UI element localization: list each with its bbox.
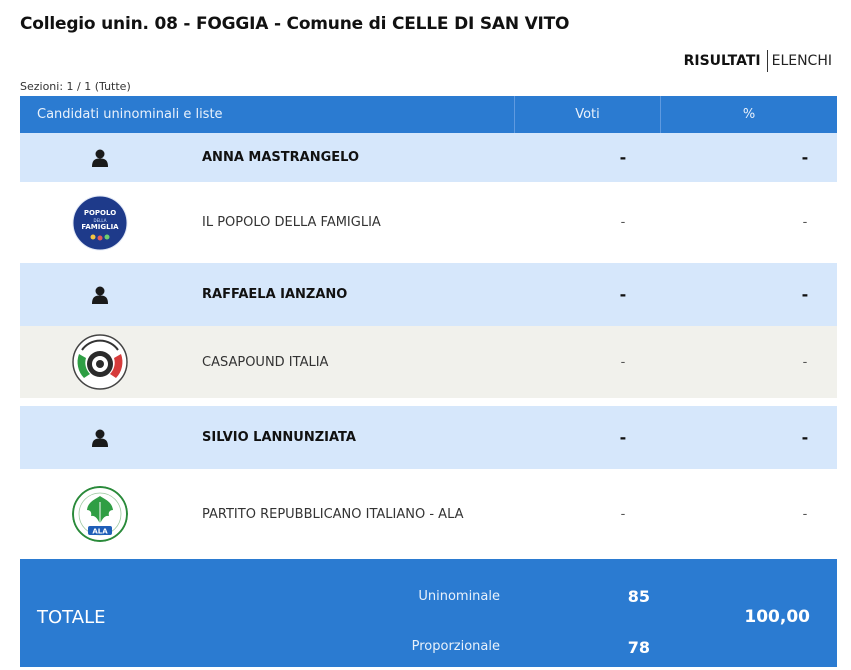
- person-icon: [65, 406, 135, 469]
- percent-value: -: [802, 215, 808, 230]
- table-row[interactable]: [20, 182, 837, 263]
- uninominale-value: 85: [627, 587, 650, 606]
- table-row[interactable]: [20, 326, 837, 398]
- percent-value: -: [801, 148, 809, 167]
- sezioni-info: Sezioni: 1 / 1 (Tutte): [20, 80, 131, 93]
- candidate-name: ANNA MASTRANGELO: [202, 150, 360, 165]
- votes-value: -: [620, 506, 626, 522]
- list-name: PARTITO REPUBBLICANO ITALIANO - ALA: [202, 506, 464, 522]
- tab-divider: [767, 50, 768, 72]
- tab-risultati[interactable]: RISULTATI: [683, 53, 761, 69]
- header-candidates: Candidati uninominali e liste: [37, 107, 223, 122]
- list-name: IL POPOLO DELLA FAMIGLIA: [202, 215, 381, 230]
- votes-value: -: [620, 354, 626, 370]
- page-title: Collegio unin. 08 - FOGGIA - Comune di CELLE DI SAN VITO: [20, 14, 570, 34]
- person-icon: [65, 263, 135, 326]
- table-row[interactable]: [20, 469, 837, 559]
- totals-footer: [20, 559, 837, 667]
- table-row[interactable]: [20, 133, 837, 182]
- view-tabs: [684, 50, 832, 72]
- table-row[interactable]: [20, 406, 837, 469]
- logo-text: FAMIGLIA: [81, 222, 119, 231]
- totale-label: TOTALE: [37, 607, 106, 628]
- candidate-name: RAFFAELA IANZANO: [202, 287, 348, 302]
- logo-text: ALA: [92, 527, 108, 536]
- person-icon: [65, 133, 135, 182]
- casapound-logo: [65, 326, 135, 398]
- percent-value: -: [801, 428, 809, 447]
- votes-value: -: [619, 285, 627, 304]
- votes-value: -: [619, 148, 627, 167]
- header-votes: Voti: [575, 107, 600, 122]
- proporzionale-value: 78: [627, 638, 650, 657]
- percent-value: -: [802, 354, 808, 370]
- popolo-della-famiglia-logo: [65, 182, 135, 263]
- percent-value: -: [801, 285, 809, 304]
- votes-value: -: [620, 215, 626, 230]
- proporzionale-label: Proporzionale: [411, 639, 500, 654]
- tab-elenchi[interactable]: ELENCHI: [771, 53, 832, 69]
- votes-value: -: [619, 428, 627, 447]
- candidate-name: SILVIO LANNUNZIATA: [202, 430, 356, 445]
- header-percent: %: [742, 107, 756, 122]
- totale-percent: 100,00: [744, 607, 810, 627]
- logo-text: POPOLO: [83, 208, 117, 217]
- table-row[interactable]: [20, 263, 837, 326]
- pri-ala-logo: [65, 469, 135, 559]
- list-name: CASAPOUND ITALIA: [202, 354, 329, 370]
- percent-value: -: [802, 506, 808, 522]
- logo-text: DELLA: [93, 217, 107, 223]
- table-header: [20, 96, 837, 133]
- uninominale-label: Uninominale: [418, 589, 500, 604]
